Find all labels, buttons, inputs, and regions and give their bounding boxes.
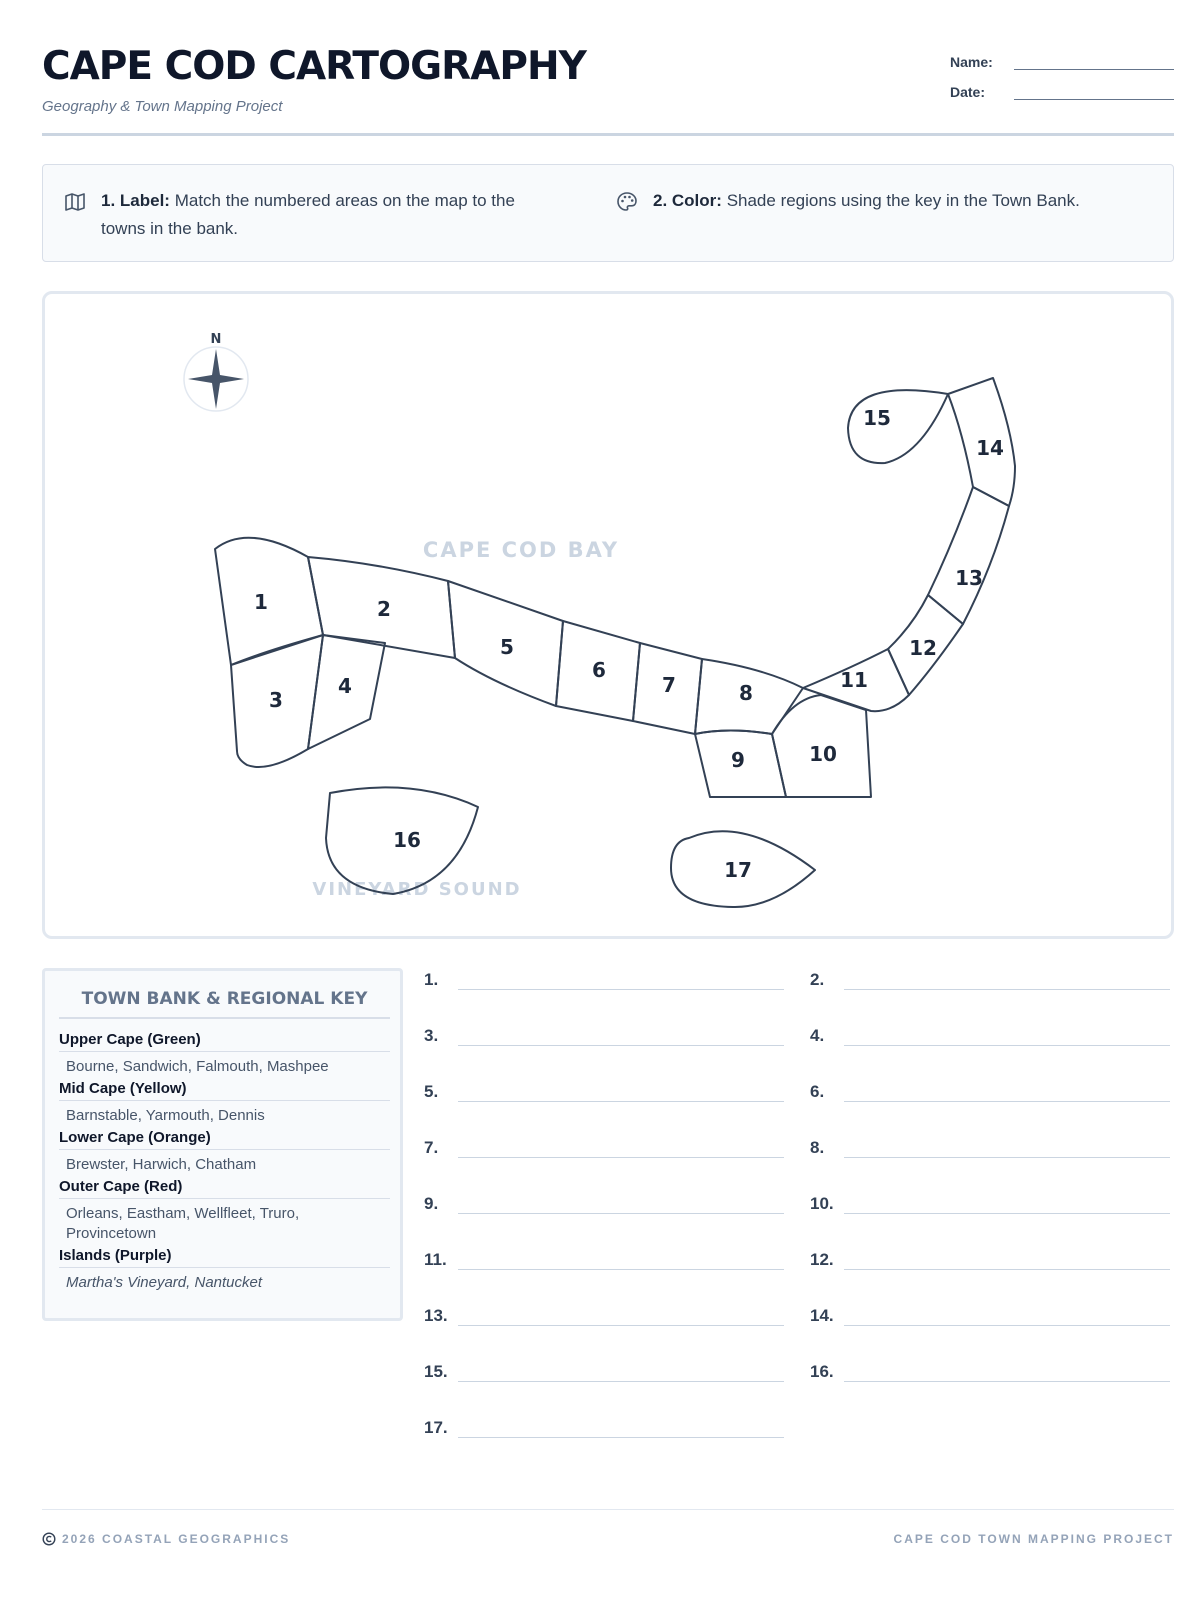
region-number-7: 7 xyxy=(662,673,676,697)
answer-row xyxy=(424,1418,784,1438)
answer-line[interactable] xyxy=(844,1196,1170,1214)
answer-row xyxy=(424,1250,784,1270)
town-bank-list xyxy=(59,1031,390,1296)
region-towns: Brewster, Harwich, Chatham xyxy=(66,1156,257,1173)
region-towns: Barnstable, Yarmouth, Dennis xyxy=(66,1107,265,1124)
region-number-1: 1 xyxy=(254,590,268,614)
answer-number: 4. xyxy=(810,1026,825,1045)
date-line[interactable] xyxy=(1014,84,1174,100)
answer-line[interactable] xyxy=(844,1308,1170,1326)
color-text: Shade regions using the key in the Town Bank. xyxy=(726,191,1080,210)
town-bank xyxy=(42,968,403,1321)
region-heading: Islands (Purple) xyxy=(59,1247,390,1268)
water-label-sound: VINEYARD SOUND xyxy=(312,879,522,900)
footer-copyright xyxy=(42,1532,290,1546)
worksheet-header xyxy=(42,44,1174,136)
region-number-14: 14 xyxy=(976,436,1004,460)
answer-number: 9. xyxy=(424,1194,439,1213)
map-region-13[interactable] xyxy=(928,487,1009,624)
region-number-10: 10 xyxy=(809,742,837,766)
page-footer xyxy=(42,1509,1174,1546)
map-panel xyxy=(42,291,1174,939)
label-text: Match the numbered areas on the map to the towns in the bank. xyxy=(101,191,515,238)
answer-line[interactable] xyxy=(458,1420,784,1438)
answer-number: 12. xyxy=(810,1250,834,1269)
region-heading: Outer Cape (Red) xyxy=(59,1178,390,1199)
answer-line[interactable] xyxy=(844,1140,1170,1158)
answer-row xyxy=(424,1306,784,1326)
name-line[interactable] xyxy=(1014,54,1174,70)
region-number-8: 8 xyxy=(739,681,753,705)
answer-line[interactable] xyxy=(844,1364,1170,1382)
answer-number: 15. xyxy=(424,1362,448,1381)
answer-row xyxy=(810,1138,1170,1158)
answer-line[interactable] xyxy=(458,1140,784,1158)
answer-row xyxy=(810,1362,1170,1382)
answer-row xyxy=(424,1194,784,1214)
instruction-label xyxy=(63,187,563,243)
page-title: CAPE COD CARTOGRAPHY xyxy=(42,44,586,89)
name-field xyxy=(950,54,1174,70)
region-towns: Bourne, Sandwich, Falmouth, Mashpee xyxy=(66,1058,329,1075)
copyright-icon xyxy=(42,1532,56,1546)
compass-north-label: N xyxy=(210,332,222,347)
answer-number: 5. xyxy=(424,1082,439,1101)
answer-row xyxy=(810,970,1170,990)
answer-line[interactable] xyxy=(458,1084,784,1102)
answer-row xyxy=(810,1250,1170,1270)
region-heading: Lower Cape (Orange) xyxy=(59,1129,390,1150)
answer-row xyxy=(810,1082,1170,1102)
answer-number: 16. xyxy=(810,1362,834,1381)
answer-line[interactable] xyxy=(458,1252,784,1270)
answer-row xyxy=(424,1138,784,1158)
region-number-11: 11 xyxy=(840,668,868,692)
region-number-5: 5 xyxy=(500,635,514,659)
answer-number: 7. xyxy=(424,1138,439,1157)
answer-number: 14. xyxy=(810,1306,834,1325)
answer-number: 2. xyxy=(810,970,825,989)
water-label-bay: CAPE COD BAY xyxy=(422,538,620,562)
region-number-6: 6 xyxy=(592,658,606,682)
answer-line[interactable] xyxy=(458,972,784,990)
cape-cod-map xyxy=(45,294,1171,936)
footer-right-text: CAPE COD TOWN MAPPING PROJECT xyxy=(893,1532,1174,1546)
region-heading: Upper Cape (Green) xyxy=(59,1031,390,1052)
answer-number: 1. xyxy=(424,970,439,989)
map-icon xyxy=(63,190,87,214)
footer-left-text: 2026 COASTAL GEOGRAPHICS xyxy=(62,1532,291,1546)
answer-number: 3. xyxy=(424,1026,439,1045)
region-number-2: 2 xyxy=(377,597,391,621)
answer-line[interactable] xyxy=(844,1028,1170,1046)
answer-row xyxy=(424,1026,784,1046)
instructions-panel xyxy=(42,164,1174,262)
town-bank-title: TOWN BANK & REGIONAL KEY xyxy=(59,989,390,1019)
answer-row xyxy=(424,1362,784,1382)
region-number-17: 17 xyxy=(724,858,752,882)
answer-line[interactable] xyxy=(844,1252,1170,1270)
answer-line[interactable] xyxy=(844,972,1170,990)
date-label: Date: xyxy=(950,84,986,100)
answer-number: 17. xyxy=(424,1418,448,1437)
answer-row xyxy=(810,1194,1170,1214)
answer-line[interactable] xyxy=(458,1364,784,1382)
answer-line[interactable] xyxy=(458,1308,784,1326)
instruction-color xyxy=(615,187,1155,215)
color-step: 2. Color: xyxy=(653,191,722,210)
answer-row xyxy=(810,1026,1170,1046)
answer-line[interactable] xyxy=(844,1084,1170,1102)
answer-number: 10. xyxy=(810,1194,834,1213)
region-number-9: 9 xyxy=(731,748,745,772)
region-towns: Martha's Vineyard, Nantucket xyxy=(66,1274,263,1291)
region-heading: Mid Cape (Yellow) xyxy=(59,1080,390,1101)
region-number-3: 3 xyxy=(269,688,283,712)
page-subtitle: Geography & Town Mapping Project xyxy=(42,98,283,115)
answer-row xyxy=(810,1306,1170,1326)
date-field xyxy=(950,84,1174,100)
label-step: 1. Label: xyxy=(101,191,170,210)
region-number-15: 15 xyxy=(863,406,891,430)
answer-row xyxy=(424,970,784,990)
region-number-13: 13 xyxy=(955,566,983,590)
answer-line[interactable] xyxy=(458,1196,784,1214)
compass-icon xyxy=(184,332,248,411)
region-number-16: 16 xyxy=(393,828,421,852)
answer-number: 8. xyxy=(810,1138,825,1157)
answer-row xyxy=(424,1082,784,1102)
palette-icon xyxy=(615,190,639,214)
map-region-1[interactable] xyxy=(215,538,323,665)
region-number-12: 12 xyxy=(909,636,937,660)
answer-number: 13. xyxy=(424,1306,448,1325)
region-number-4: 4 xyxy=(338,674,352,698)
answer-number: 11. xyxy=(424,1250,447,1269)
region-towns: Orleans, Eastham, Wellfleet, Truro, Provincetown xyxy=(66,1205,300,1242)
name-label: Name: xyxy=(950,54,993,70)
answer-line[interactable] xyxy=(458,1028,784,1046)
answer-number: 6. xyxy=(810,1082,825,1101)
